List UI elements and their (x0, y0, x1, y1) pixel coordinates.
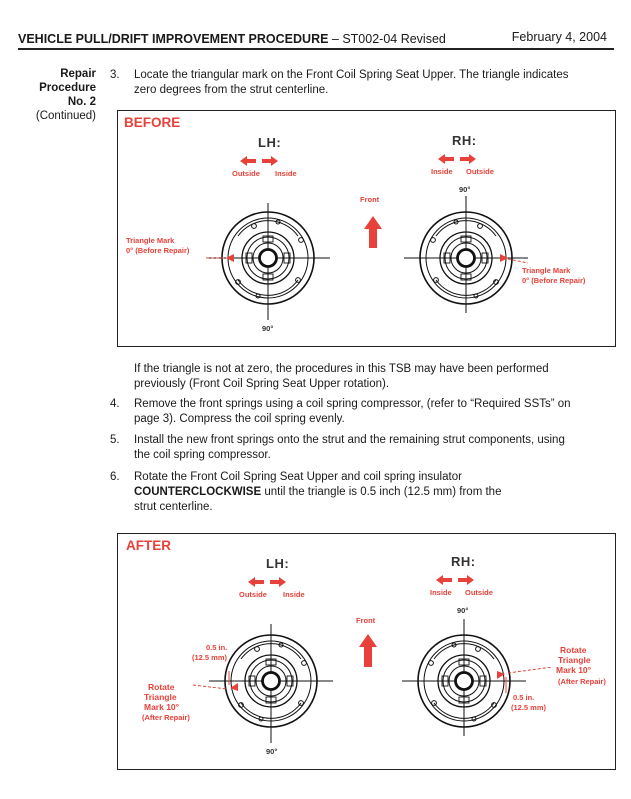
lh-inside-arrow (262, 156, 278, 166)
front-arrow (359, 634, 377, 667)
lh-outside-arrow (248, 577, 264, 587)
after-front-label: Front (356, 616, 376, 625)
title-main: VEHICLE PULL/DRIFT IMPROVEMENT PROCEDURE (18, 32, 329, 46)
after-lh-offset-line2: (12.5 mm) (192, 653, 228, 662)
step-text-line: Install the new front springs onto the strut and the remaining strut components, using (134, 434, 565, 446)
after-lh-inside: Inside (283, 590, 305, 599)
step-number: 5. (110, 434, 120, 446)
sidebar-line-4: (Continued) (35, 110, 96, 122)
step-text-line: strut centerline. (134, 501, 213, 513)
after-lh-rotate-line4: (After Repair) (142, 713, 190, 722)
step-3 (110, 68, 620, 100)
after-rh-offset-line2: (12.5 mm) (511, 703, 547, 712)
before-rh-90-label: 90° (459, 185, 471, 194)
step-text-line: until the triangle is 0.5 inch (12.5 mm) from the (261, 486, 502, 498)
before-lh-mark-line2: 0° (Before Repair) (126, 246, 190, 255)
after-rh-offset-line1: 0.5 in. (513, 693, 535, 702)
step-6 (110, 470, 625, 518)
after-rh-label: RH: (451, 554, 476, 569)
before-lh-mark-line1: Triangle Mark (126, 236, 175, 245)
page-date: February 4, 2004 (511, 30, 607, 44)
note-paragraph (134, 362, 619, 392)
lh-spring-seat-diagram (206, 203, 330, 320)
before-rh-inside: Inside (431, 167, 453, 176)
step-text-line: Remove the front springs using a coil spring compressor, (refer to “Required SSTs” on (134, 398, 571, 410)
before-figure (117, 110, 616, 347)
before-front-label: Front (360, 195, 380, 204)
front-arrow (364, 216, 382, 248)
step-number: 6. (110, 471, 120, 483)
after-rh-rotate-line3: Mark 10° (556, 665, 592, 675)
after-lh-label: LH: (266, 556, 290, 571)
after-rh-90-label: 90° (457, 606, 469, 615)
before-rh-label: RH: (452, 133, 477, 148)
after-figure-title: AFTER (126, 538, 171, 553)
after-lh-90-label: 90° (266, 747, 278, 756)
after-rh-rotate-line4: (After Repair) (558, 677, 606, 686)
sidebar-line-2: Procedure (39, 82, 96, 94)
after-figure (117, 533, 616, 770)
note-line: If the triangle is not at zero, the procedures in this TSB may have been performed (134, 363, 549, 375)
before-lh-inside: Inside (275, 169, 297, 178)
before-diagram (118, 111, 615, 346)
lh-outside-arrow (240, 156, 256, 166)
after-rh-inside: Inside (430, 588, 452, 597)
page-title (18, 32, 446, 46)
before-figure-title: BEFORE (124, 115, 181, 130)
header-rule (18, 48, 614, 50)
after-lh-rotate-line3: Mark 10° (144, 702, 180, 712)
step-bold-text: COUNTERCLOCKWISE (134, 486, 262, 498)
before-lh-outside: Outside (232, 169, 260, 178)
after-lh-rotate-line1: Rotate (148, 682, 175, 692)
before-rh-mark-line2: 0° (Before Repair) (522, 276, 586, 285)
step-4 (110, 397, 625, 429)
before-rh-outside: Outside (466, 167, 494, 176)
before-lh-90-label: 90° (262, 324, 274, 333)
rh-outside-arrow (458, 575, 474, 585)
step-text-line: Locate the triangular mark on the Front Coil Spring Seat Upper. The triangle indicates (134, 69, 569, 81)
rh-spring-seat-diagram (404, 196, 528, 313)
after-rh-rotate-line2: Triangle (558, 655, 591, 665)
title-subtitle: – ST002-04 Revised (328, 32, 446, 46)
after-lh-offset-line1: 0.5 in. (206, 643, 228, 652)
lh-spring-seat-diagram (193, 624, 333, 743)
step-text-line: zero degrees from the strut centerline. (134, 84, 329, 96)
rh-spring-seat-diagram (402, 619, 552, 736)
step-number: 4. (110, 398, 120, 410)
section-sidebar (10, 67, 96, 123)
before-rh-mark-line1: Triangle Mark (522, 266, 571, 275)
after-lh-rotate-line2: Triangle (144, 692, 177, 702)
after-rh-outside: Outside (465, 588, 493, 597)
step-5 (110, 433, 625, 465)
lh-inside-arrow (270, 577, 286, 587)
before-lh-label: LH: (258, 135, 282, 150)
rh-outside-arrow (460, 154, 476, 164)
step-text-line: Rotate the Front Coil Spring Seat Upper and coil spring insulator (134, 471, 462, 483)
after-diagram (118, 534, 615, 769)
rh-inside-arrow (436, 575, 452, 585)
step-text-line: page 3). Compress the coil spring evenly. (134, 413, 345, 425)
after-lh-outside: Outside (239, 590, 267, 599)
after-rh-rotate-line1: Rotate (560, 645, 587, 655)
note-line: previously (Front Coil Spring Seat Upper rotation). (134, 378, 390, 390)
sidebar-line-1: Repair (60, 68, 96, 80)
step-number: 3. (110, 69, 120, 81)
rh-inside-arrow (438, 154, 454, 164)
step-text-line: the coil spring compressor. (134, 449, 271, 461)
sidebar-line-3: No. 2 (67, 96, 96, 108)
